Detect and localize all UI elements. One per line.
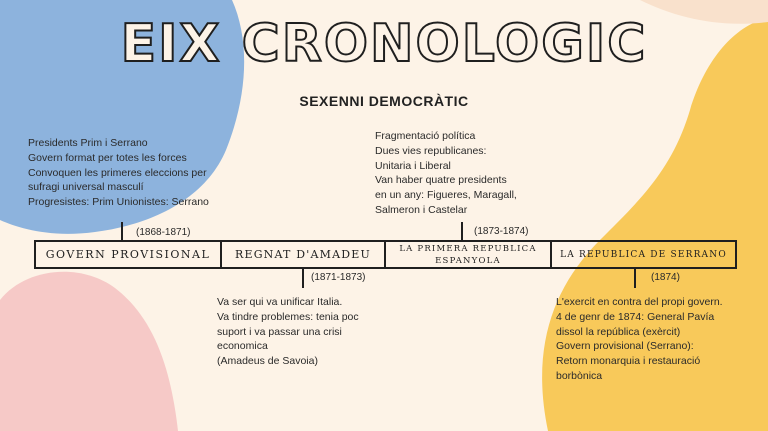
date-govern-provisional: (1868-1871) (136, 227, 191, 238)
note-line: en un any: Figueres, Maragall, (375, 189, 517, 202)
note-line: Retorn monarquia i restauració (556, 355, 701, 368)
note-line: suport i va passar una crisi (217, 325, 342, 338)
notes-govern-provisional (28, 136, 209, 210)
date-republica-serrano: (1874) (651, 272, 680, 283)
note-line: dissol la república (exèrcit) (556, 325, 681, 338)
period-label: REGNAT D'AMADEU (234, 248, 371, 261)
note-line: Van haber quatre presidents (375, 174, 507, 187)
period-label: LA PRIMERA REPUBLICA ESPANYOLA (399, 243, 537, 266)
notes-regnat-amadeu (217, 295, 359, 369)
tick-govern-provisional (121, 222, 123, 241)
note-line: Salmeron i Castelar (375, 203, 468, 216)
page-subtitle: SEXENNI DEMOCRÀTIC (299, 93, 469, 109)
note-line: borbònica (556, 369, 603, 382)
period-republica-serrano (552, 242, 735, 267)
date-regnat-amadeu: (1871-1873) (311, 272, 366, 283)
period-govern-provisional (36, 242, 222, 267)
period-label: GOVERN PROVISIONAL (45, 248, 211, 261)
notes-primera-republica (375, 129, 517, 218)
note-line: Progresistes: Prim Unionistes: Serrano (28, 196, 209, 209)
period-regnat-amadeu (222, 242, 386, 267)
tick-regnat-amadeu (302, 268, 304, 288)
tick-primera-republica (461, 222, 463, 241)
notes-republica-serrano (556, 295, 723, 384)
note-line: Dues vies republicanes: (375, 144, 487, 157)
pink-blob (0, 272, 178, 431)
page-title: EIX CRONOLOGIC (120, 14, 648, 74)
note-line: sufragi universal masculí (28, 181, 144, 194)
tick-republica-serrano (634, 268, 636, 288)
period-label: LA REPUBLICA DE SERRANO (560, 249, 727, 260)
note-line: Convoquen les primeres eleccions per (28, 166, 207, 179)
note-line: Presidents Prim i Serrano (28, 137, 148, 149)
note-line: Va tindre problemes: tenia poc (217, 310, 359, 323)
note-line: (Amadeus de Savoia) (217, 355, 318, 368)
note-line: Unitaria i Liberal (375, 159, 451, 172)
note-line: Govern provisional (Serrano): (556, 340, 694, 353)
note-line: economica (217, 340, 268, 353)
note-line: L'exercit en contra del propi govern. (556, 296, 723, 308)
note-line: Va ser qui va unificar Italia. (217, 296, 343, 308)
note-line: 4 de genr de 1874: General Pavía (556, 310, 715, 323)
period-primera-republica (386, 242, 552, 267)
note-line: Govern format per totes les forces (28, 151, 187, 164)
note-line: Fragmentació política (375, 130, 476, 142)
timeline-bar (34, 240, 737, 269)
date-primera-republica: (1873-1874) (474, 226, 529, 237)
